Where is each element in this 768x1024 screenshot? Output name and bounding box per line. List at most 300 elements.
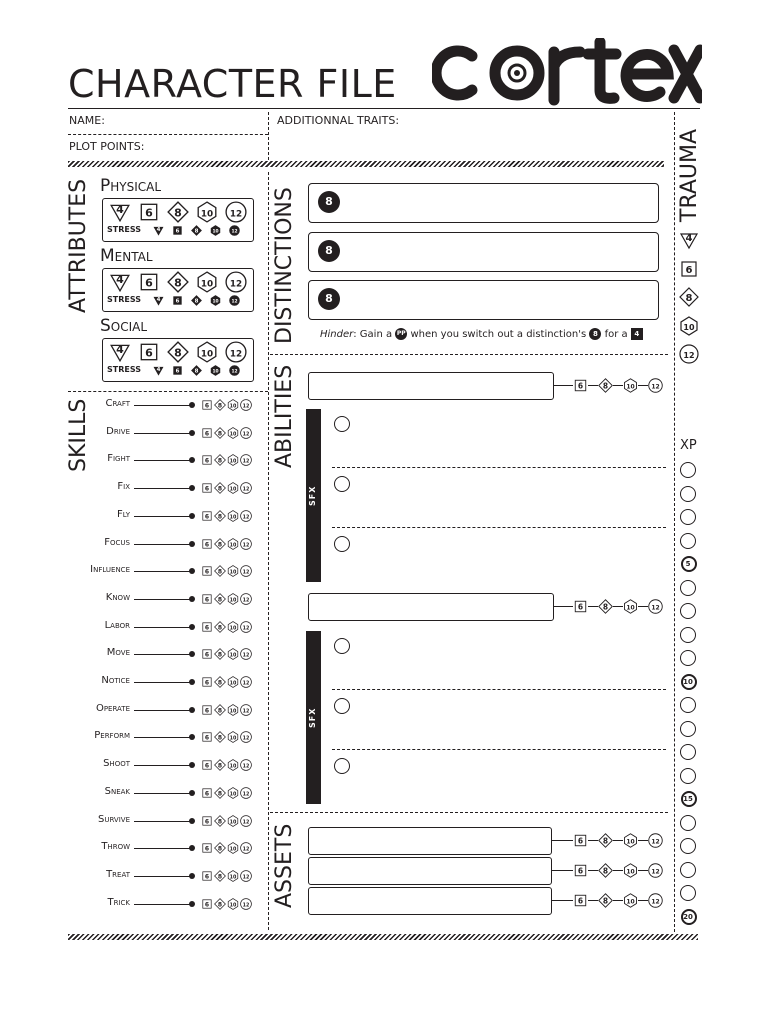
skill-line xyxy=(134,516,190,517)
skill-d6-icon[interactable] xyxy=(201,704,213,716)
skill-d12-icon[interactable] xyxy=(240,870,252,882)
svg-text:8: 8 xyxy=(194,228,199,235)
svg-text:6: 6 xyxy=(145,276,153,290)
svg-text:12: 12 xyxy=(242,404,250,410)
svg-text:8: 8 xyxy=(217,596,223,604)
skill-line xyxy=(134,433,190,434)
svg-text:10: 10 xyxy=(229,570,237,576)
skill-dot xyxy=(189,457,195,463)
skill-d6-icon[interactable] xyxy=(201,731,213,743)
svg-text:12: 12 xyxy=(242,847,250,853)
skill-d8-icon[interactable] xyxy=(214,621,226,633)
sfx-checkbox[interactable] xyxy=(334,758,350,774)
d4-icon xyxy=(109,271,131,293)
xp-milestone-number: 5 xyxy=(685,560,691,568)
svg-text:4: 4 xyxy=(156,297,161,304)
svg-text:12: 12 xyxy=(242,487,250,493)
d12-icon xyxy=(225,341,247,363)
stress-label: STRESS xyxy=(107,365,142,374)
svg-text:6: 6 xyxy=(204,651,210,659)
skill-d6-icon[interactable] xyxy=(201,787,213,799)
skill-d6-icon[interactable] xyxy=(201,815,213,827)
skill-line xyxy=(134,460,190,461)
svg-text:6: 6 xyxy=(204,485,210,493)
trait-d8-icon[interactable] xyxy=(598,863,613,878)
trait-d6-icon[interactable] xyxy=(573,599,588,614)
trait-d12-icon[interactable] xyxy=(648,378,663,393)
svg-text:12: 12 xyxy=(242,598,250,604)
skill-d12-icon[interactable] xyxy=(240,427,252,439)
d12-icon xyxy=(225,271,247,293)
skill-d12-icon[interactable] xyxy=(240,759,252,771)
skill-dot xyxy=(189,568,195,574)
skill-label: Craft xyxy=(105,398,130,409)
ability-field[interactable] xyxy=(308,593,554,621)
skill-d8-icon[interactable] xyxy=(214,399,226,411)
skill-d10-icon[interactable] xyxy=(227,648,239,660)
svg-text:10: 10 xyxy=(229,875,237,881)
sfx-checkbox[interactable] xyxy=(334,698,350,714)
trait-d8-icon[interactable] xyxy=(598,599,613,614)
skill-d12-icon[interactable] xyxy=(240,593,252,605)
asset-field[interactable] xyxy=(308,827,552,855)
d6-icon xyxy=(138,271,160,293)
skill-d10-icon[interactable] xyxy=(227,676,239,688)
skill-d8-icon[interactable] xyxy=(214,593,226,605)
trait-d10-icon[interactable] xyxy=(623,599,638,614)
svg-text:10: 10 xyxy=(229,487,237,493)
skill-d8-icon[interactable] xyxy=(214,815,226,827)
skills-heading: SKILLS xyxy=(66,398,91,472)
assets-heading: ASSETS xyxy=(272,823,297,908)
skill-line xyxy=(134,599,190,600)
svg-text:8: 8 xyxy=(602,896,609,906)
skill-label: Treat xyxy=(106,868,130,880)
xp-checkbox[interactable] xyxy=(680,580,696,596)
skill-d6-icon[interactable] xyxy=(201,565,213,577)
attribute-name: Physical xyxy=(100,176,162,196)
svg-text:6: 6 xyxy=(145,206,153,220)
xp-checkbox[interactable] xyxy=(680,486,696,502)
skill-d6-icon[interactable] xyxy=(201,399,213,411)
attribute-name: Social xyxy=(100,316,148,336)
trait-d6-icon[interactable] xyxy=(573,893,588,908)
skill-d6-icon[interactable] xyxy=(201,648,213,660)
skill-d12-icon[interactable] xyxy=(240,704,252,716)
svg-text:10: 10 xyxy=(212,229,219,235)
distinction-field[interactable] xyxy=(308,280,659,320)
svg-text:6: 6 xyxy=(204,513,210,521)
svg-text:10: 10 xyxy=(626,383,635,391)
xp-milestone-number: 20 xyxy=(683,912,693,921)
trait-d12-icon[interactable] xyxy=(648,893,663,908)
additional-traits-input[interactable] xyxy=(277,130,667,158)
stress-d10-icon xyxy=(210,295,221,306)
sfx-checkbox[interactable] xyxy=(334,536,350,552)
skill-d12-icon[interactable] xyxy=(240,787,252,799)
skill-d8-icon[interactable] xyxy=(214,648,226,660)
sfx-checkbox[interactable] xyxy=(334,476,350,492)
skill-d6-icon[interactable] xyxy=(201,427,213,439)
skill-d8-icon[interactable] xyxy=(214,787,226,799)
svg-text:4: 4 xyxy=(116,203,124,217)
skill-d6-icon[interactable] xyxy=(201,621,213,633)
svg-text:8: 8 xyxy=(217,402,223,410)
trait-d8-icon[interactable] xyxy=(598,893,613,908)
skill-d12-icon[interactable] xyxy=(240,510,252,522)
stress-d8-icon xyxy=(191,295,202,306)
attribute-name: Mental xyxy=(100,246,153,266)
svg-text:6: 6 xyxy=(577,836,584,846)
skill-dot xyxy=(189,845,195,851)
d8-distinction-icon: 8 xyxy=(318,191,340,213)
skill-d10-icon[interactable] xyxy=(227,482,239,494)
stress-d4-icon xyxy=(153,295,164,306)
trait-d10-icon[interactable] xyxy=(623,863,638,878)
skill-d10-icon[interactable] xyxy=(227,870,239,882)
xp-checkbox[interactable] xyxy=(680,697,696,713)
svg-text:12: 12 xyxy=(229,209,243,220)
xp-milestone-number: 10 xyxy=(683,677,693,686)
skill-d10-icon[interactable] xyxy=(227,731,239,743)
pp-icon xyxy=(395,328,407,340)
skill-d12-icon[interactable] xyxy=(240,898,252,910)
skill-d10-icon[interactable] xyxy=(227,621,239,633)
skill-d6-icon[interactable] xyxy=(201,898,213,910)
svg-text:8: 8 xyxy=(194,298,199,305)
skill-d8-icon[interactable] xyxy=(214,676,226,688)
trait-d10-icon[interactable] xyxy=(623,833,638,848)
sfx-checkbox[interactable] xyxy=(334,416,350,432)
attribute-die-box[interactable] xyxy=(102,338,254,382)
svg-text:6: 6 xyxy=(204,873,210,881)
sfx-text-field[interactable] xyxy=(355,413,665,463)
skill-d10-icon[interactable] xyxy=(227,787,239,799)
svg-text:6: 6 xyxy=(204,817,210,825)
trait-d6-icon[interactable] xyxy=(573,833,588,848)
skill-line xyxy=(134,405,190,406)
skill-d10-icon[interactable] xyxy=(227,565,239,577)
skill-line xyxy=(134,488,190,489)
xp-heading: XP xyxy=(680,438,697,453)
d12-icon xyxy=(225,201,247,223)
svg-text:10: 10 xyxy=(229,542,237,548)
trait-d8-icon[interactable] xyxy=(598,378,613,393)
svg-text:12: 12 xyxy=(242,432,250,438)
svg-text:12: 12 xyxy=(651,604,660,612)
hinder-label: Hinder xyxy=(320,329,354,340)
skill-label: Sneak xyxy=(104,785,130,797)
svg-text:12: 12 xyxy=(231,229,238,235)
name-input[interactable] xyxy=(120,114,265,130)
trauma-d8-icon[interactable] xyxy=(679,287,699,307)
stress-d12-icon xyxy=(229,365,240,376)
skill-line xyxy=(134,765,190,766)
skill-label: Trick xyxy=(107,896,130,908)
sfx-text-field[interactable] xyxy=(355,695,665,745)
distinction-field[interactable] xyxy=(308,232,659,272)
skill-d12-icon[interactable] xyxy=(240,482,252,494)
d8-icon xyxy=(167,201,189,223)
stress-d6-icon xyxy=(172,365,183,376)
skill-d6-icon[interactable] xyxy=(201,759,213,771)
xp-checkbox[interactable] xyxy=(680,862,696,878)
distinction-field[interactable] xyxy=(308,183,659,223)
skill-d10-icon[interactable] xyxy=(227,593,239,605)
sfx-text-field[interactable] xyxy=(355,635,665,685)
sfx-divider xyxy=(332,467,666,468)
xp-milestone-number: 15 xyxy=(683,795,693,803)
skill-d8-icon[interactable] xyxy=(214,538,226,550)
xp-checkbox[interactable] xyxy=(680,885,696,901)
sfx-label: SFX xyxy=(308,485,317,506)
d4-text: 4 xyxy=(634,330,640,338)
svg-text:12: 12 xyxy=(229,279,243,290)
divider-hatch xyxy=(68,161,664,167)
svg-text:6: 6 xyxy=(685,264,693,276)
svg-text:4: 4 xyxy=(156,227,161,234)
svg-text:10: 10 xyxy=(229,681,237,687)
xp-checkbox[interactable] xyxy=(680,533,696,549)
skill-d12-icon[interactable] xyxy=(240,565,252,577)
d4-icon xyxy=(109,201,131,223)
skill-d8-icon[interactable] xyxy=(214,454,226,466)
stress-d10-icon xyxy=(210,365,221,376)
svg-text:6: 6 xyxy=(175,228,180,235)
trait-d12-icon[interactable] xyxy=(648,599,663,614)
stress-d4-icon xyxy=(153,365,164,376)
svg-text:12: 12 xyxy=(242,625,250,631)
xp-checkbox[interactable] xyxy=(680,650,696,666)
svg-text:12: 12 xyxy=(242,653,250,659)
svg-text:6: 6 xyxy=(204,790,210,798)
skill-d8-icon[interactable] xyxy=(214,565,226,577)
d8-icon xyxy=(589,328,601,340)
skill-d12-icon[interactable] xyxy=(240,399,252,411)
sfx-text-field[interactable] xyxy=(355,755,665,805)
svg-text:8: 8 xyxy=(217,457,223,465)
sfx-checkbox[interactable] xyxy=(334,638,350,654)
svg-text:8: 8 xyxy=(217,790,223,798)
skill-d8-icon[interactable] xyxy=(214,842,226,854)
d8-icon xyxy=(167,271,189,293)
skill-d12-icon[interactable] xyxy=(240,621,252,633)
skill-label: Notice xyxy=(101,675,130,686)
skill-label: Fight xyxy=(107,453,130,465)
svg-text:8: 8 xyxy=(217,873,223,881)
svg-text:12: 12 xyxy=(242,902,250,908)
skill-d10-icon[interactable] xyxy=(227,815,239,827)
skill-d8-icon[interactable] xyxy=(214,482,226,494)
skill-d8-icon[interactable] xyxy=(214,510,226,522)
skill-d8-icon[interactable] xyxy=(214,898,226,910)
asset-field[interactable] xyxy=(308,857,552,885)
svg-text:4: 4 xyxy=(685,233,693,244)
svg-text:12: 12 xyxy=(242,542,250,548)
svg-text:8: 8 xyxy=(217,568,223,576)
svg-text:12: 12 xyxy=(242,681,250,687)
skill-d6-icon[interactable] xyxy=(201,538,213,550)
svg-text:10: 10 xyxy=(229,432,237,438)
svg-text:6: 6 xyxy=(204,540,210,548)
attribute-die-box[interactable] xyxy=(102,198,254,242)
sfx-text-field[interactable] xyxy=(355,473,665,523)
d8-text: 8 xyxy=(592,330,598,338)
svg-text:10: 10 xyxy=(229,736,237,742)
skill-d12-icon[interactable] xyxy=(240,538,252,550)
xp-checkbox[interactable] xyxy=(680,603,696,619)
skill-label: Fly xyxy=(117,508,130,520)
svg-text:8: 8 xyxy=(602,866,609,876)
xp-checkbox[interactable] xyxy=(680,721,696,737)
svg-text:10: 10 xyxy=(626,604,635,612)
skill-d8-icon[interactable] xyxy=(214,704,226,716)
plot-points-input[interactable] xyxy=(160,140,265,156)
skill-line xyxy=(134,571,190,572)
trait-d6-icon[interactable] xyxy=(573,378,588,393)
skill-d8-icon[interactable] xyxy=(214,870,226,882)
skill-d10-icon[interactable] xyxy=(227,759,239,771)
skill-d6-icon[interactable] xyxy=(201,454,213,466)
svg-text:8: 8 xyxy=(217,817,223,825)
trait-d12-icon[interactable] xyxy=(648,863,663,878)
sfx-divider xyxy=(332,689,666,690)
skill-d8-icon[interactable] xyxy=(214,731,226,743)
skill-d10-icon[interactable] xyxy=(227,510,239,522)
skill-label: Throw xyxy=(101,841,130,853)
svg-text:12: 12 xyxy=(651,898,660,906)
skill-d8-icon[interactable] xyxy=(214,759,226,771)
svg-text:8: 8 xyxy=(174,346,182,360)
xp-checkbox[interactable] xyxy=(680,838,696,854)
svg-text:6: 6 xyxy=(175,368,180,375)
trauma-d6-icon[interactable] xyxy=(679,259,699,279)
trauma-d4-icon[interactable] xyxy=(679,230,699,250)
svg-text:10: 10 xyxy=(200,279,214,290)
d10-icon xyxy=(196,271,218,293)
stress-d6-icon xyxy=(172,295,183,306)
svg-text:6: 6 xyxy=(175,298,180,305)
svg-text:8: 8 xyxy=(602,836,609,846)
d8-distinction-icon: 8 xyxy=(318,288,340,310)
svg-text:8: 8 xyxy=(217,485,223,493)
attribute-die-box[interactable] xyxy=(102,268,254,312)
trauma-d10-icon[interactable] xyxy=(679,316,699,336)
d8-icon xyxy=(167,341,189,363)
skill-dot xyxy=(189,818,195,824)
trait-d6-icon[interactable] xyxy=(573,863,588,878)
svg-text:6: 6 xyxy=(204,734,210,742)
svg-text:10: 10 xyxy=(626,898,635,906)
skill-d8-icon[interactable] xyxy=(214,427,226,439)
svg-text:10: 10 xyxy=(626,868,635,876)
skill-d12-icon[interactable] xyxy=(240,648,252,660)
svg-text:10: 10 xyxy=(626,838,635,846)
skill-line xyxy=(134,904,190,905)
svg-text:10: 10 xyxy=(229,459,237,465)
hinder-text-a: : Gain a xyxy=(353,329,393,340)
svg-text:8: 8 xyxy=(217,651,223,659)
sfx-divider xyxy=(332,527,666,528)
trait-d10-icon[interactable] xyxy=(623,378,638,393)
skill-dot xyxy=(189,679,195,685)
attributes-heading: ATTRIBUTES xyxy=(66,178,91,313)
skill-dot xyxy=(189,513,195,519)
xp-checkbox[interactable] xyxy=(680,744,696,760)
svg-text:10: 10 xyxy=(229,709,237,715)
skill-d6-icon[interactable] xyxy=(201,593,213,605)
skill-d6-icon[interactable] xyxy=(201,676,213,688)
skill-d12-icon[interactable] xyxy=(240,842,252,854)
trait-d10-icon[interactable] xyxy=(623,893,638,908)
svg-text:4: 4 xyxy=(116,343,124,357)
svg-text:12: 12 xyxy=(242,819,250,825)
sfx-text-field[interactable] xyxy=(355,533,665,583)
skill-label: Shoot xyxy=(103,758,130,770)
abilities-heading: ABILITIES xyxy=(272,364,297,468)
skill-dot xyxy=(189,596,195,602)
skill-d10-icon[interactable] xyxy=(227,399,239,411)
skill-d10-icon[interactable] xyxy=(227,842,239,854)
svg-text:8: 8 xyxy=(602,381,609,391)
svg-text:8: 8 xyxy=(174,206,182,220)
asset-field[interactable] xyxy=(308,887,552,915)
svg-text:8: 8 xyxy=(217,679,223,687)
xp-checkbox[interactable] xyxy=(680,627,696,643)
svg-text:4: 4 xyxy=(156,367,161,374)
skill-d10-icon[interactable] xyxy=(227,538,239,550)
skill-d6-icon[interactable] xyxy=(201,482,213,494)
skill-d10-icon[interactable] xyxy=(227,427,239,439)
skill-label: Perform xyxy=(94,730,130,742)
stress-d12-icon xyxy=(229,225,240,236)
plot-points-label: PLOT POINTS: xyxy=(69,140,145,153)
xp-checkbox[interactable] xyxy=(680,768,696,784)
skill-d10-icon[interactable] xyxy=(227,898,239,910)
svg-text:12: 12 xyxy=(683,351,695,360)
xp-checkbox[interactable] xyxy=(680,462,696,478)
trait-d8-icon[interactable] xyxy=(598,833,613,848)
svg-text:6: 6 xyxy=(204,457,210,465)
skill-d12-icon[interactable] xyxy=(240,731,252,743)
svg-text:12: 12 xyxy=(242,764,250,770)
trait-d12-icon[interactable] xyxy=(648,833,663,848)
stress-d8-icon xyxy=(191,225,202,236)
divider-hatch-bottom xyxy=(68,934,698,940)
svg-text:10: 10 xyxy=(229,764,237,770)
skill-dot xyxy=(189,402,195,408)
skill-d10-icon[interactable] xyxy=(227,454,239,466)
skill-d12-icon[interactable] xyxy=(240,676,252,688)
ability-field[interactable] xyxy=(308,372,554,400)
skill-d6-icon[interactable] xyxy=(201,510,213,522)
skill-d6-icon[interactable] xyxy=(201,870,213,882)
svg-text:6: 6 xyxy=(577,866,584,876)
trauma-d12-icon[interactable] xyxy=(679,344,699,364)
skill-d12-icon[interactable] xyxy=(240,454,252,466)
svg-text:12: 12 xyxy=(242,736,250,742)
skill-d12-icon[interactable] xyxy=(240,815,252,827)
svg-text:10: 10 xyxy=(229,404,237,410)
svg-text:6: 6 xyxy=(204,568,210,576)
svg-text:12: 12 xyxy=(242,515,250,521)
skill-d6-icon[interactable] xyxy=(201,842,213,854)
skill-label: Focus xyxy=(104,536,130,548)
svg-text:12: 12 xyxy=(231,369,238,375)
xp-checkbox[interactable] xyxy=(680,509,696,525)
skill-d10-icon[interactable] xyxy=(227,704,239,716)
xp-checkbox[interactable] xyxy=(680,815,696,831)
